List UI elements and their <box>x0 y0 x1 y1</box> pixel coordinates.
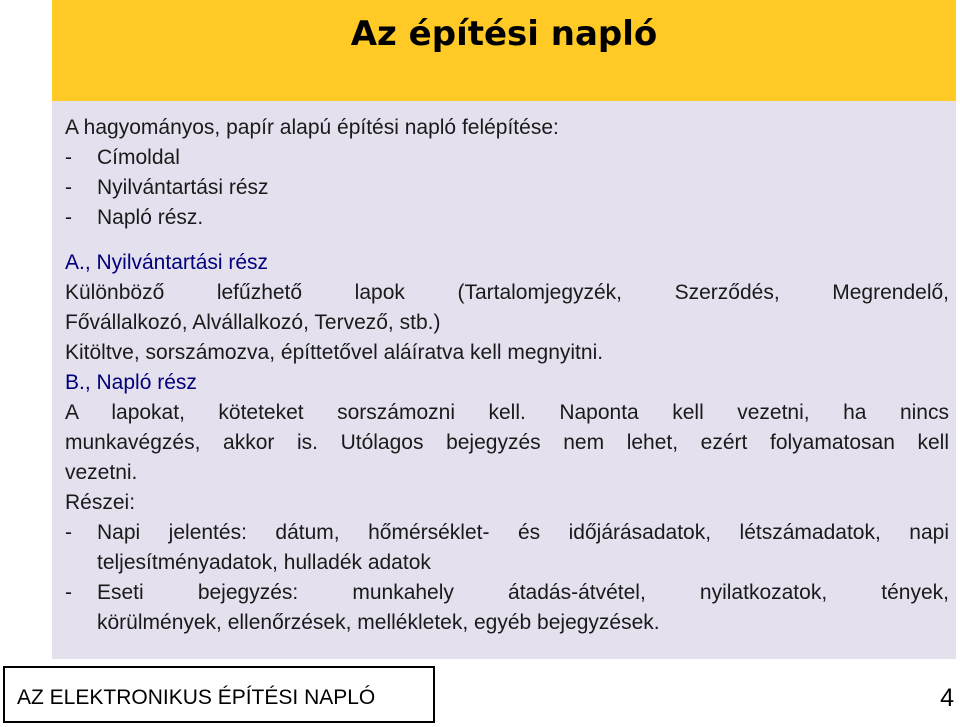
spacer <box>65 233 949 248</box>
parts-label: Részei: <box>65 491 136 514</box>
list-item <box>65 578 949 638</box>
dash-bullet: - <box>65 206 72 229</box>
title-bar <box>52 0 956 101</box>
section-a-line: Fővállalkozó, Alvállalkozó, Tervező, stb.) <box>65 311 441 334</box>
list-item-text: Napi jelentés: dátum, hőmérséklet- és időjárásadatok, létszámadatok, napi <box>97 521 949 544</box>
footer-label: AZ ELEKTRONIKUS ÉPÍTÉSI NAPLÓ <box>17 686 376 709</box>
content-panel <box>52 101 956 659</box>
section-a-line: Különböző lefűzhető lapok (Tartalomjegyzék, Szerződés, Megrendelő, <box>65 281 949 304</box>
page-number: 4 <box>940 684 954 712</box>
section-b-heading: B., Napló rész <box>65 371 197 394</box>
list-item <box>65 518 949 578</box>
dash-bullet: - <box>65 146 72 169</box>
dash-bullet: - <box>65 176 72 199</box>
dash-bullet: - <box>65 521 72 544</box>
list-item-text: Címoldal <box>97 146 180 169</box>
section-a-heading: A., Nyilvántartási rész <box>65 251 269 274</box>
intro-text: A hagyományos, papír alapú építési napló felépítése: <box>65 116 559 139</box>
list-item-text: Eseti bejegyzés: munkahely átadás-átvétel, nyilatkozatok, tények, <box>97 581 949 604</box>
list-item-text: Nyilvántartási rész <box>97 176 269 199</box>
section-b-line: A lapokat, köteteket sorszámozni kell. Naponta kell vezetni, ha nincs <box>65 401 949 424</box>
slide-title: Az építési napló <box>350 14 658 54</box>
list-item <box>65 143 949 173</box>
list-item <box>65 173 949 203</box>
dash-bullet: - <box>65 581 72 604</box>
footer-label-box <box>3 666 435 723</box>
list-item-text: teljesítményadatok, hulladék adatok <box>97 551 431 574</box>
section-a-line: Kitöltve, sorszámozva, építtetővel aláíratva kell megnyitni. <box>65 341 604 364</box>
list-item-text: Napló rész. <box>97 206 204 229</box>
list-item-text: körülmények, ellenőrzések, mellékletek, egyéb bejegyzések. <box>97 611 660 634</box>
list-item <box>65 203 949 233</box>
content-text <box>65 113 949 638</box>
section-b-line: vezetni. <box>65 461 138 484</box>
section-b-line: munkavégzés, akkor is. Utólagos bejegyzés nem lehet, ezért folyamatosan kell <box>65 431 949 454</box>
